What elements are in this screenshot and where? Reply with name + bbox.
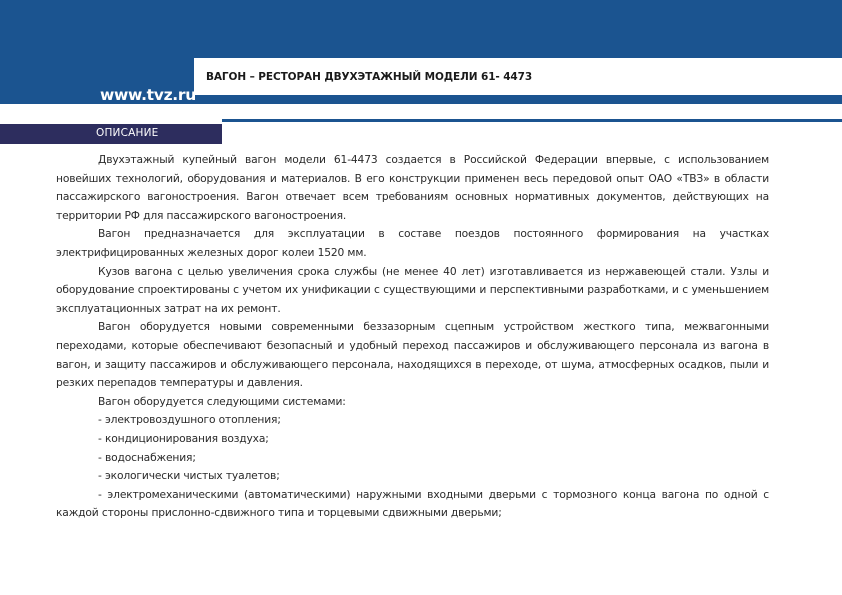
paragraph: Кузов вагона с целью увеличения срока службы (не менее 40 лет) изготавливается из нержавеющей стали. Узлы и оборудование спроектированы с учетом их унификации с существующими и перспективными разработками, и с уменьшением эксплуатационных затрат на их ремонт. (56, 264, 769, 315)
list-item: - водоснабжения; (98, 450, 196, 464)
paragraph: Вагон предназначается для эксплуатации в составе поездов постоянного формирования на участках электрифицированных железных дорог колеи 1520 мм. (56, 227, 769, 259)
list-item: - кондиционирования воздуха; (98, 431, 269, 445)
paragraph: Вагон оборудуется новыми современными беззазорным сцепным устройством жесткого типа, межвагонными переходами, которые обеспечивают безопасный и удобный переход пассажиров и обслуживающего персонала из вагона в вагон, и защиту пассажиров и обслуживающего персонала, находящихся в переходе, от шума, атмосферных осадков, пыли и резких перепадов температуры и давления. (56, 320, 769, 390)
systems-list (56, 411, 769, 523)
list-item: - электровоздушного отопления; (98, 413, 281, 427)
section-label: ОПИСАНИЕ (96, 127, 159, 139)
header-divider (222, 119, 842, 122)
site-url-logo: www.tvz.ru (100, 86, 196, 104)
document-title: ВАГОН – РЕСТОРАН ДВУХЭТАЖНЫЙ МОДЕЛИ 61- 4473 (206, 70, 533, 83)
header-title-bar (194, 58, 842, 95)
list-item: - экологически чистых туалетов; (98, 469, 280, 483)
paragraph: Двухэтажный купейный вагон модели 61-4473 создается в Российской Федерации впервые, с использованием новейших технологий, оборудования и материалов. В его конструкции применен весь передовой опыт ОАО «ТВЗ» в области пассажирского вагоностроения. Вагон отвечает всем требованиям основных нормативных документов, действующих на территории РФ для пассажирского вагоностроения. (56, 153, 769, 222)
description-body (56, 151, 769, 523)
paragraph: Вагон оборудуется следующими системами: (98, 394, 346, 408)
list-item: - электромеханическими (автоматическими) наружными входными дверьми с тормозного конца вагона по одной с каждой стороны прислонно-сдвижного типа и торцевыми сдвижными дверьми; (56, 487, 769, 520)
